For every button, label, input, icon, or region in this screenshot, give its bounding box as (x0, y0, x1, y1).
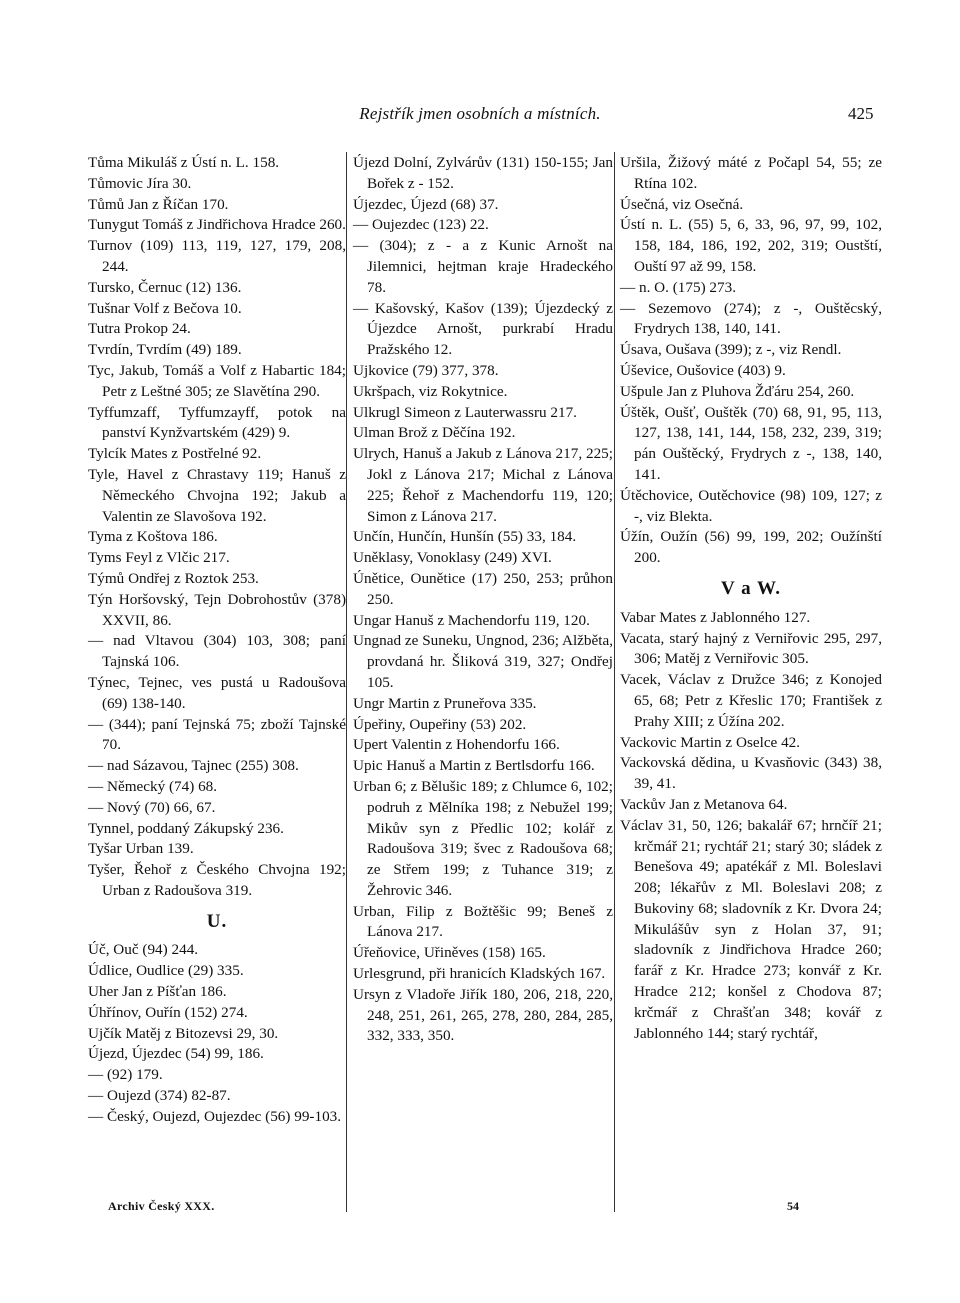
index-entry: Tunygut Tomáš z Jindřichova Hradce 260. (88, 216, 346, 234)
index-entry: Ulman Brož z Děčína 192. (353, 424, 516, 442)
index-entry: Tušnar Volf z Bečova 10. (88, 299, 242, 317)
index-entry: Úsava, Oušava (399); z -, viz Rendl. (620, 341, 842, 359)
index-entry: Uněklasy, Vonoklasy (249) XVI. (353, 549, 552, 567)
index-entry: Újezd Dolní, Zylvárův (131) 150-155; Jan Bořek z - 152. (353, 154, 613, 192)
index-entry: Úhřínov, Ouřín (152) 274. (88, 1003, 248, 1021)
footer-sheet-number: 54 (787, 1199, 799, 1213)
index-entry: — Kašovský, Kašov (139); Újezdecký z Újezdce Arnošt, purkrabí Hradu Pražského 12. (353, 299, 613, 359)
index-entry: Turnov (109) 113, 119, 127, 179, 208, 244. (88, 237, 346, 275)
index-entry: Ursyn z Vladoře Jiřík 180, 206, 218, 220, 248, 251, 261, 265, 278, 280, 284, 285, 332, 333, 350. (353, 985, 613, 1045)
index-entry: Tyms Feyl z Vlčic 217. (88, 549, 230, 567)
index-entry: Urban, Filip z Božtěšic 99; Beneš z Lánova 217. (353, 902, 613, 941)
index-entry: Urlesgrund, při hranicích Kladských 167. (353, 965, 606, 983)
index-entry: Ukršpach, viz Rokytnice. (353, 382, 508, 400)
index-entry: Tyle, Havel z Chrastavy 119; Hanuš z Německého Chvojna 192; Jakub a Valentin ze Slavošova 192. (88, 465, 346, 525)
section-heading: U. (206, 910, 228, 932)
index-entry: Ušpule Jan z Pluhova Žďáru 254, 260. (620, 382, 855, 400)
index-entry: — Oujezd (374) 82-87. (88, 1087, 231, 1105)
index-entry: Údlice, Oudlice (29) 335. (88, 962, 244, 980)
index-entry: Unčín, Hunčín, Hunšín (55) 33, 184. (353, 528, 577, 546)
index-entry: Úpeřiny, Oupeřiny (53) 202. (353, 715, 527, 733)
index-entry: Ujkovice (79) 377, 378. (353, 361, 499, 379)
running-header: Rejstřík jmen osobních a místních. (359, 104, 601, 123)
index-entry: Tyšar Urban 139. (88, 840, 194, 858)
index-entry: Ujčík Matěj z Bitozevsi 29, 30. (88, 1024, 279, 1042)
index-entry: Ungr Martin z Pruneřova 335. (353, 694, 537, 712)
index-entry: Ungnad ze Suneku, Ungnod, 236; Alžběta, provdaná hr. Šliková 319, 327; Ondřej 105. (353, 632, 613, 691)
index-column-2 (353, 153, 613, 1047)
index-column-3 (620, 153, 882, 1044)
index-entry: Tynnel, poddaný Zákupský 236. (88, 819, 284, 837)
index-entry: Úsečná, viz Osečná. (620, 195, 744, 213)
index-entry: — Sezemovo (274); z -, Ouštěcský, Frydrych 138, 140, 141. (620, 299, 882, 338)
index-entry: — Německý (74) 68. (88, 777, 218, 795)
index-entry: Vacata, starý hajný z Verniřovic 295, 297, 306; Matěj z Verniřovic 305. (620, 629, 882, 668)
index-entry: Urban 6; z Bělušic 189; z Chlumce 6, 102; podruh z Mělníka 198; z Nebužel 199; Mikův syn z Předlic 102; kolář z Radoušova 319; švec z Radoušova 68; ze Střem 199; z Tuhance 319; z Žehrovic 346. (353, 777, 613, 899)
index-column-1 (88, 153, 346, 1128)
index-entry: Úžín, Oužín (56) 99, 199, 202; Oužínští 200. (620, 528, 882, 567)
index-entry: Tůma Mikuláš z Ústí n. L. 158. (88, 154, 280, 171)
index-entry: Vackovská dědina, u Kvasňovic (343) 38, 39, 41. (620, 754, 882, 793)
index-entry: Úč, Ouč (94) 244. (88, 941, 199, 959)
section-heading: V a W. (720, 577, 782, 599)
index-entry: Vabar Mates z Jablonného 127. (620, 608, 811, 626)
index-entry: Tyffumzaff, Tyffumzayff, potok na panství Kynžvartském (429) 9. (88, 403, 346, 442)
index-entry: Týnec, Tejnec, ves pustá u Radoušova (69) 138-140. (88, 673, 346, 712)
index-entry: Týn Horšovský, Tejn Dobrohostův (378) XXVII, 86. (88, 590, 346, 629)
index-entry: Újezd, Újezdec (54) 99, 186. (88, 1045, 264, 1063)
index-entry: — n. O. (175) 273. (620, 278, 737, 296)
index-entry: Upic Hanuš a Martin z Bertlsdorfu 166. (353, 757, 595, 775)
index-entry: Vacek, Václav z Družce 346; z Konojed 65, 68; Petr z Křeslic 170; František z Prahy XIII; z Úžína 202. (620, 671, 882, 730)
index-entry: Únětice, Ounětice (17) 250, 253; průhon 250. (353, 569, 613, 608)
index-entry: — nad Vltavou (304) 103, 308; paní Tajnská 106. (88, 632, 346, 671)
index-entry: Tůmů Jan z Říčan 170. (88, 195, 229, 213)
column-divider (346, 152, 347, 1212)
footer-signature: Archiv Český XXX. (108, 1199, 215, 1213)
index-entry: Ulrych, Hanuš a Jakub z Lánova 217, 225; Jokl z Lánova 217; Michal z Lánova 225; Řehoř z Machendorfu 119, 120; Simon z Lánova 217. (353, 445, 613, 525)
index-entry: — Český, Oujezd, Oujezdec (56) 99-103. (88, 1107, 342, 1125)
index-entry: Tyc, Jakub, Tomáš a Volf z Habartic 184; Petr z Leštné 305; ze Slavětína 290. (88, 361, 346, 400)
index-entry: Tyšer, Řehoř z Českého Chvojna 192; Urban z Radoušova 319. (88, 861, 346, 899)
index-entry: Upert Valentin z Hohendorfu 166. (353, 736, 560, 754)
index-entry: Uršila, Žižový máté z Počapl 54, 55; ze Rtína 102. (620, 154, 882, 192)
index-entry: — (304); z - a z Kunic Arnošt na Jilemnici, hejtman kraje Hradeckého 78. (353, 237, 613, 296)
index-entry: Tvrdín, Tvrdím (49) 189. (88, 341, 242, 359)
column-divider (614, 152, 615, 1212)
index-entry: — (92) 179. (88, 1066, 163, 1084)
index-entry: Týmů Ondřej z Roztok 253. (88, 569, 259, 587)
index-entry: Úševice, Oušovice (403) 9. (620, 361, 786, 379)
index-entry: Úštěk, Oušť, Ouštěk (70) 68, 91, 95, 113, 127, 138, 141, 144, 158, 232, 239, 319; pán Ouštěcký, Frydrych z -, 138, 140, 141. (620, 403, 882, 483)
index-entry: Tutra Prokop 24. (88, 320, 191, 338)
page-number: 425 (848, 104, 874, 123)
index-entry: Úřeňovice, Uřiněves (158) 165. (353, 944, 546, 962)
index-entry: Václav 31, 50, 126; bakalář 67; hrnčíř 21; krčmář 21; rychtář 21; starý 30; sládek z Benešova 49; apatékář z Ml. Boleslavi 208; lékařův z Ml. Boleslavi 208; z Bukoviny 68; sladovník z Kr. Dvora 24; Mikulášův syn z Holan 37, 91; sladovník z Jindřichova Hradce 260; farář z Kr. Hradce 273; konvář z Kr. Hradce 212; konšel z Chodova 87; krčmář z Chrašťan 348; kovář z Jablonného 144; starý rychtář, (620, 816, 882, 1042)
index-entry: — Oujezdec (123) 22. (353, 216, 489, 234)
index-entry: — (344); paní Tejnská 75; zboží Tajnské 70. (88, 715, 346, 754)
index-entry: Tůmovic Jíra 30. (88, 174, 192, 192)
index-entry: Uher Jan z Píšťan 186. (88, 983, 227, 1001)
index-entry: Ungar Hanuš z Machendorfu 119, 120. (353, 611, 590, 629)
index-entry: — Nový (70) 66, 67. (88, 798, 216, 816)
index-entry: Újezdec, Újezd (68) 37. (353, 195, 499, 213)
index-entry: Tursko, Černuc (12) 136. (88, 278, 242, 296)
index-entry: Tylcík Mates z Postřelné 92. (88, 445, 262, 463)
index-entry: Ústí n. L. (55) 5, 6, 33, 96, 97, 99, 102, 158, 184, 186, 192, 202, 319; Oustští, Ouští 97 až 99, 158. (620, 216, 882, 275)
index-entry: Tyma z Koštova 186. (88, 528, 218, 546)
index-entry: Ulkrugl Simeon z Lauterwassru 217. (353, 403, 577, 421)
index-entry: Vackovic Martin z Oselce 42. (620, 733, 801, 751)
index-entry: — nad Sázavou, Tajnec (255) 308. (88, 757, 299, 775)
index-entry: Vackův Jan z Metanova 64. (620, 795, 788, 813)
index-entry: Útěchovice, Outěchovice (98) 109, 127; z -, viz Blekta. (620, 486, 882, 525)
